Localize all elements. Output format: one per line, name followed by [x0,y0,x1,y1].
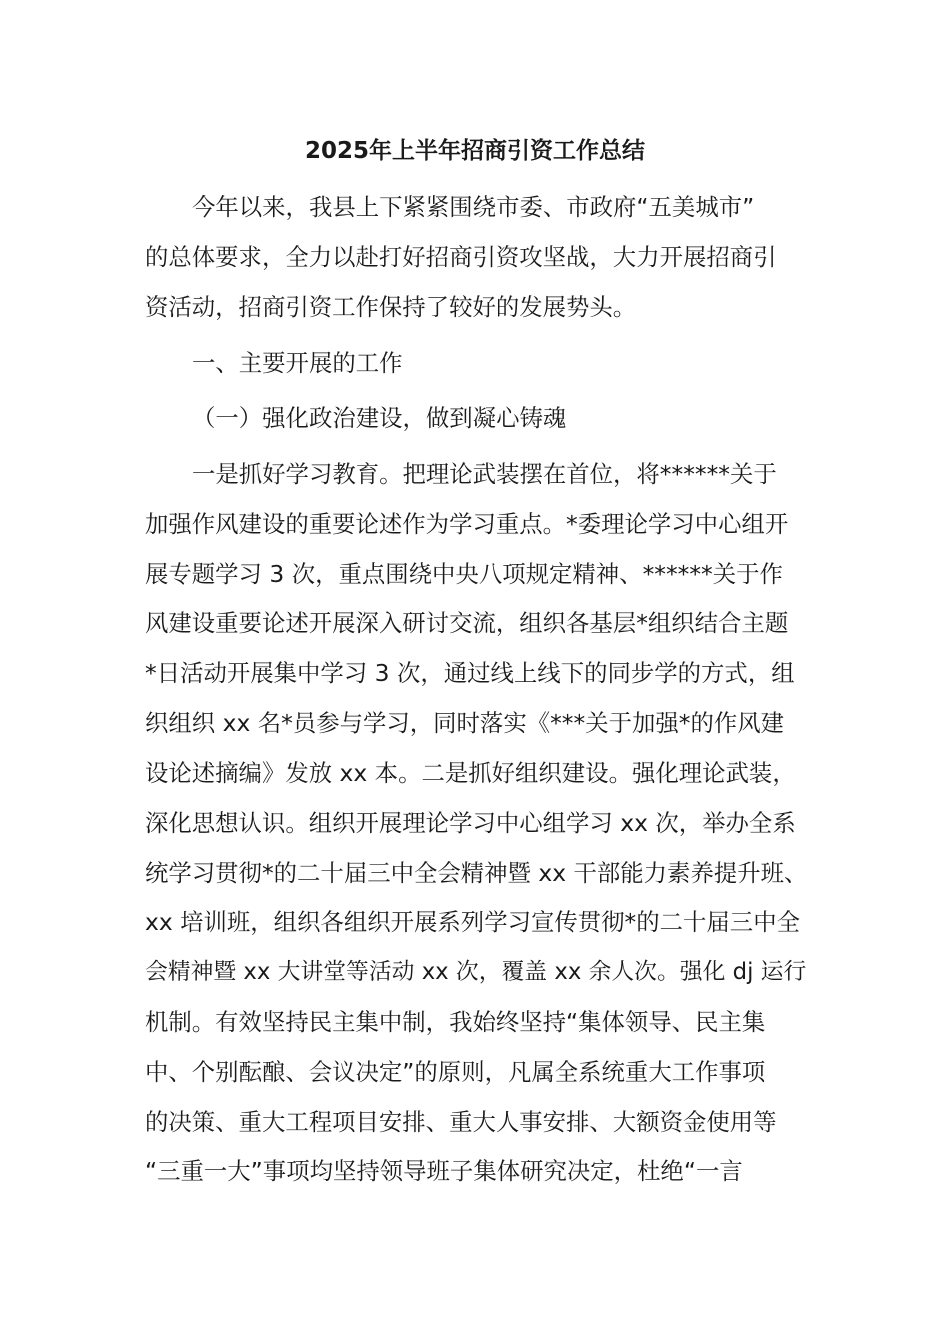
body-line-8: 深化思想认识。组织开展理论学习中心组学习 xx 次，举办全系 [145,809,796,837]
body-line-9: 统学习贯彻*的二十届三中全会精神暨 xx 干部能力素养提升班、 [145,859,808,887]
document-title: 2025年上半年招商引资工作总结 [304,138,645,164]
intro-line-3: 资活动，招商引资工作保持了较好的发展势头。 [145,293,637,321]
body-line-12: 机制。有效坚持民主集中制，我始终坚持“集体领导、民主集 [145,1008,766,1036]
body-line-3: 展专题学习 3 次，重点围绕中央八项规定精神、******关于作 [145,560,783,588]
body-line-10: xx 培训班，组织各组织开展系列学习宣传贯彻*的二十届三中全 [145,908,800,936]
body-line-5: *日活动开展集中学习 3 次，通过线上线下的同步学的方式，组 [145,659,795,687]
subsection-heading: （一）强化政治建设，做到凝心铸魂 [192,404,567,432]
body-line-1: 一是抓好学习教育。把理论武装摆在首位，将******关于 [192,460,777,488]
intro-line-2: 的总体要求，全力以赴打好招商引资攻坚战，大力开展招商引 [145,243,777,271]
intro-line-1: 今年以来，我县上下紧紧围绕市委、市政府“五美城市” [192,193,755,221]
body-line-6: 织组织 xx 名*员参与学习，同时落实《***关于加强*的作风建 [145,709,785,737]
body-line-7: 设论述摘编》发放 xx 本。二是抓好组织建设。强化理论武装， [145,759,796,787]
body-line-4: 风建设重要论述开展深入研讨交流，组织各基层*组织结合主题 [145,609,789,637]
section-heading: 一、主要开展的工作 [192,349,403,377]
body-line-11: 会精神暨 xx 大讲堂等活动 xx 次，覆盖 xx 余人次。强化 dj 运行 [145,959,807,985]
body-line-13: 中、个别酝酿、会议决定”的原则，凡属全系统重大工作事项 [145,1058,766,1086]
body-line-14: 的决策、重大工程项目安排、重大人事安排、大额资金使用等 [145,1108,777,1136]
body-line-2: 加强作风建设的重要论述作为学习重点。*委理论学习中心组开 [145,510,789,538]
body-line-15: “三重一大”事项均坚持领导班子集体研究决定，杜绝“一言 [145,1157,743,1185]
